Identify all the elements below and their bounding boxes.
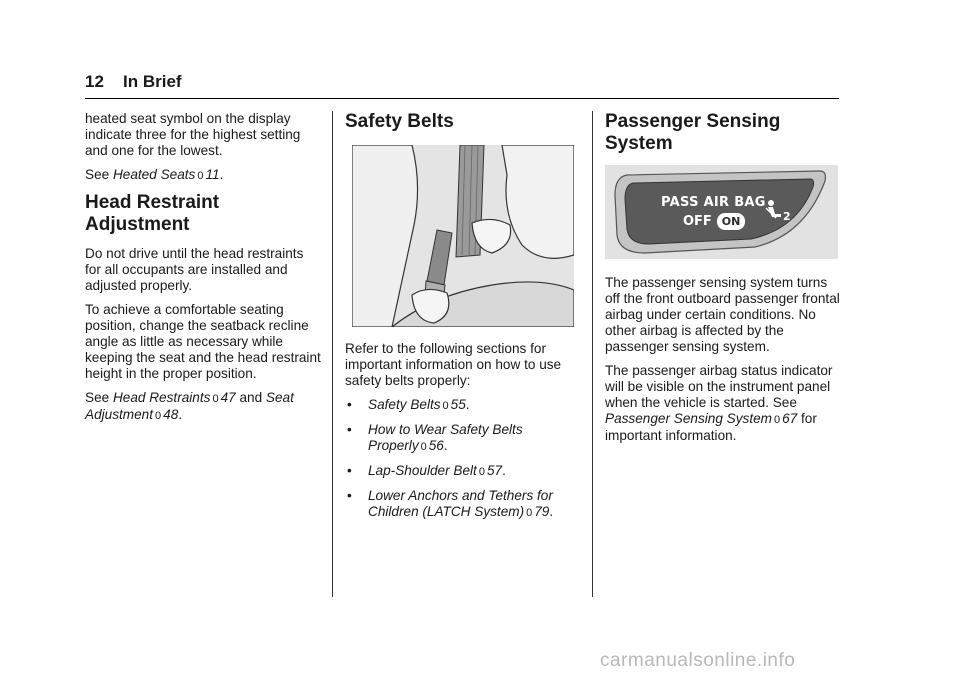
page-link-56[interactable]: 56 [428,438,444,453]
link-passenger-sensing-system[interactable]: Passenger Sensing System [605,411,772,426]
page-link-11[interactable]: 11 [205,167,220,182]
airbag-indicator-illustration [605,165,838,259]
head-restraint-warning: Do not drive until the head restraints for all occupants are installed and adjusted properly. [85,246,304,293]
link-seat-adjustment[interactable]: Seat Adjustment [85,390,294,422]
indicator-label-off: OFF [683,214,712,229]
list-item: • Lower Anchors and Tethers for Children (LATCH System) 0 79. [347,488,554,519]
indicator-panel-shape [605,165,838,259]
page-ref-icon: 0 [420,441,427,453]
page-link-67[interactable]: 67 [782,411,798,426]
link-heated-seats[interactable]: Heated Seats [112,167,196,182]
page-ref-icon: 0 [442,400,449,412]
watermark: carmanualsonline.info [600,650,796,671]
page-number: 12 [85,72,104,91]
passenger-seat-icon [763,199,783,221]
indicator-seat-number: 2 [783,210,791,223]
safety-belts-intro: Refer to the following sections for important information on how to use safety belts properly: [345,341,562,388]
page-link-47[interactable]: 47 [220,390,236,405]
link-how-to-wear[interactable]: How to Wear Safety Belts Properly [368,422,523,453]
column-3 [605,111,841,452]
page-ref-icon: 0 [155,410,162,422]
heading-passenger-sensing: Passenger Sensing System [605,111,781,154]
page-ref-icon: 0 [197,170,204,182]
link-safety-belts[interactable]: Safety Belts [368,397,441,412]
column-2 [345,111,580,529]
column-divider-1 [332,111,333,597]
see-head-restraints: See Head Restraints 0 47 and Seat Adjustment 0 48. [85,390,294,422]
link-latch-system[interactable]: Lower Anchors and Tethers for Children (LATCH System) [368,488,553,519]
safety-belt-link-list [345,397,580,521]
comfortable-seating-paragraph: To achieve a comfortable seating position, change the seatback recline angle as little as necessary while keeping the seat and the head restraint height in the proper position. [85,302,321,381]
page-ref-icon: 0 [212,393,219,405]
list-item: • Safety Belts 0 55. [347,397,470,412]
link-head-restraints[interactable]: Head Restraints [112,390,211,405]
list-item: • Lap-Shoulder Belt 0 57. [347,463,506,478]
list-item: • How to Wear Safety Belts Properly 0 56. [347,422,523,453]
heading-head-restraint: Head Restraint Adjustment [85,192,220,235]
bullet-glyph: • [347,463,352,478]
section-title: In Brief [123,72,182,91]
link-lap-shoulder-belt[interactable]: Lap-Shoulder Belt [368,463,477,478]
indicator-label-pass-air-bag: PASS AIR BAG [661,195,766,210]
page-link-55[interactable]: 55 [450,397,466,412]
passenger-sensing-description: The passenger sensing system turns off the front outboard passenger frontal airbag under certain conditions. No other airbag is affected by the passenger sensing system. [605,275,840,354]
safety-belt-illustration [352,145,574,327]
page-ref-icon: 0 [478,466,485,478]
bullet-glyph: • [347,488,352,503]
bullet-glyph: • [347,422,352,437]
page-ref-icon: 0 [526,507,533,519]
page-link-79[interactable]: 79 [534,504,550,519]
page-link-48[interactable]: 48 [163,407,179,422]
indicator-label-on: ON [717,213,745,230]
bullet-glyph: • [347,397,352,412]
page-link-57[interactable]: 57 [486,463,503,478]
page-ref-icon: 0 [774,414,781,426]
heading-safety-belts: Safety Belts [345,111,454,132]
see-heated-seats: See Heated Seats 0 11. [85,167,224,182]
header-rule [85,98,839,99]
airbag-status-paragraph: The passenger airbag status indicator will be visible on the instrument panel when the vehicle is started. See Passenger Sensing System 0 67 for important information. [605,363,833,443]
heated-seat-paragraph: heated seat symbol on the display indicate three for the highest setting and one for the lowest. [85,111,301,158]
page-header [85,70,839,98]
column-1 [85,111,323,432]
column-divider-2 [592,111,593,597]
